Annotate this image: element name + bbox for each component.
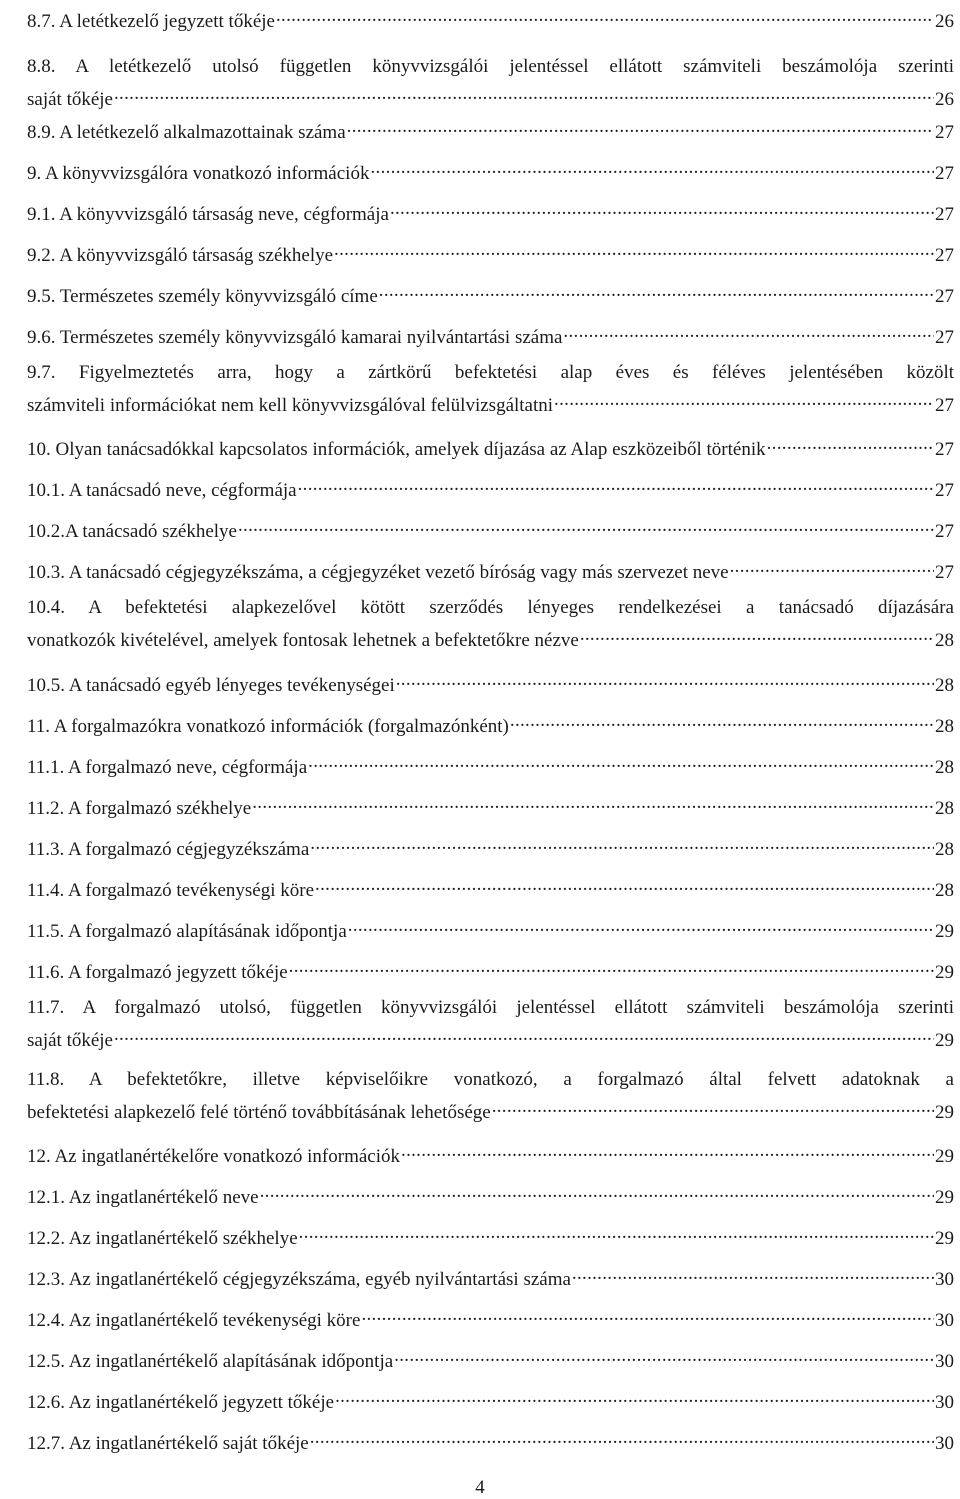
dot-leader	[563, 320, 934, 343]
toc-entry-title: számviteli információkat nem kell könyvvizsgálóval felülvizsgáltatni	[27, 395, 554, 416]
toc-entry-title: 10.3. A tanácsadó cégjegyzékszáma, a cégjegyzéket vezető bíróság vagy más szervezet neve	[27, 562, 729, 583]
toc-entry[interactable]	[27, 555, 954, 583]
toc-entry[interactable]	[27, 197, 954, 225]
toc-entry-title: 12.6. Az ingatlanértékelő jegyzett tőkéje	[27, 1392, 335, 1413]
toc-entry-page: 27	[935, 395, 954, 416]
toc-entry-title: 12.3. Az ingatlanértékelő cégjegyzékszáma, egyéb nyilvántartási száma	[27, 1269, 571, 1290]
toc-entry[interactable]	[27, 1068, 954, 1123]
toc-entry-title: 11. A forgalmazókra vonatkozó információk (forgalmazónként)	[27, 716, 509, 737]
toc-entry-title: 8.7. A letétkezelő jegyzett tőkéje	[27, 11, 275, 32]
toc-entry-title: 10.5. A tanácsadó egyéb lényeges tevékenységei	[27, 675, 395, 696]
toc-entry-title: 11.3. A forgalmazó cégjegyzékszáma	[27, 839, 310, 860]
dot-leader	[370, 156, 934, 179]
toc-entry[interactable]	[27, 596, 954, 651]
toc-entry-title: 10. Olyan tanácsadókkal kapcsolatos információk, amelyek díjazása az Alap eszközeiből történik	[27, 439, 766, 460]
toc-entry-page: 28	[935, 798, 954, 819]
dot-leader	[361, 1303, 934, 1326]
toc-entry-title: 9.7. Figyelmeztetés arra, hogy a zártkörű befektetési alap éves és féléves jelentésében közölt	[27, 362, 954, 383]
dot-leader	[238, 514, 934, 537]
dot-leader	[580, 623, 934, 646]
toc-entry[interactable]	[27, 320, 954, 348]
toc-entry[interactable]	[27, 914, 954, 942]
dot-leader	[114, 1023, 934, 1046]
toc-entry-page: 27	[935, 521, 954, 542]
dot-leader	[289, 955, 934, 978]
dot-leader	[396, 668, 934, 691]
toc-entry-page: 27	[935, 480, 954, 501]
toc-entry[interactable]	[27, 750, 954, 778]
dot-leader	[379, 279, 934, 302]
dot-leader	[334, 238, 934, 261]
dot-leader	[767, 432, 934, 455]
toc-entry[interactable]	[27, 514, 954, 542]
toc-entry[interactable]	[27, 361, 954, 416]
toc-entry-page: 29	[935, 1187, 954, 1208]
toc-entry-page: 27	[935, 327, 954, 348]
dot-leader	[348, 914, 934, 937]
toc-entry-page: 28	[935, 757, 954, 778]
toc-entry[interactable]	[27, 238, 954, 266]
toc-entry[interactable]	[27, 473, 954, 501]
toc-entry-page: 28	[935, 716, 954, 737]
dot-leader	[730, 555, 934, 578]
toc-entry-title: 11.8. A befektetőkre, illetve képviselőikre vonatkozó, a forgalmazó által felvett adatoknak a	[27, 1069, 954, 1090]
toc-entry-title: 11.6. A forgalmazó jegyzett tőkéje	[27, 962, 288, 983]
toc-entry[interactable]	[27, 996, 954, 1051]
toc-entry[interactable]	[27, 955, 954, 983]
toc-entry[interactable]	[27, 432, 954, 460]
toc-entry[interactable]	[27, 1344, 954, 1372]
toc-entry-title: 12.5. Az ingatlanértékelő alapításának időpontja	[27, 1351, 394, 1372]
toc-entry[interactable]	[27, 668, 954, 696]
toc-entry-page: 27	[935, 245, 954, 266]
toc-entry-title: saját tőkéje	[27, 1030, 113, 1051]
dot-leader	[310, 832, 934, 855]
toc-entry-page: 28	[935, 675, 954, 696]
dot-leader	[401, 1139, 934, 1162]
toc-entry[interactable]	[27, 1262, 954, 1290]
toc-entry[interactable]	[27, 1221, 954, 1249]
dot-leader	[299, 1221, 934, 1244]
toc-entry-title: 9.1. A könyvvizsgáló társaság neve, cégformája	[27, 204, 389, 225]
toc-entry-title: 11.2. A forgalmazó székhelye	[27, 798, 252, 819]
toc-entry-page: 27	[935, 122, 954, 143]
dot-leader	[572, 1262, 934, 1285]
toc-entry-title: 9.5. Természetes személy könyvvizsgáló címe	[27, 286, 378, 307]
toc-entry[interactable]	[27, 791, 954, 819]
toc-entry-page: 30	[935, 1351, 954, 1372]
toc-entry[interactable]	[27, 1180, 954, 1208]
dot-leader	[347, 115, 934, 138]
toc-entry[interactable]	[27, 156, 954, 184]
dot-leader	[310, 1426, 934, 1449]
toc-entry-title: 12. Az ingatlanértékelőre vonatkozó információk	[27, 1146, 401, 1167]
toc-entry-title: befektetési alapkezelő felé történő továbbításának lehetősége	[27, 1102, 491, 1123]
toc-entry-page: 29	[935, 1228, 954, 1249]
toc-entry-page: 29	[935, 962, 954, 983]
toc-entry-page: 30	[935, 1433, 954, 1454]
toc-entry-page: 26	[935, 11, 954, 32]
toc-entry[interactable]	[27, 4, 954, 32]
toc-entry-title: vonatkozók kivételével, amelyek fontosak lehetnek a befektetőkre nézve	[27, 630, 579, 651]
toc-entry-title: 10.1. A tanácsadó neve, cégformája	[27, 480, 297, 501]
toc-entry[interactable]	[27, 115, 954, 143]
toc-entry-title: 11.4. A forgalmazó tevékenységi köre	[27, 880, 315, 901]
toc-entry-page: 27	[935, 439, 954, 460]
toc-entry-page: 30	[935, 1310, 954, 1331]
dot-leader	[390, 197, 934, 220]
toc-entry-page: 28	[935, 880, 954, 901]
toc-entry-page: 27	[935, 163, 954, 184]
toc-entry-title: 12.2. Az ingatlanértékelő székhelye	[27, 1228, 298, 1249]
toc-entry-title: 10.4. A befektetési alapkezelővel kötött szerződés lényeges rendelkezései a tanácsadó díjazására	[27, 597, 954, 618]
dot-leader	[298, 473, 934, 496]
toc-entry-page: 29	[935, 1030, 954, 1051]
toc-entry[interactable]	[27, 832, 954, 860]
toc-entry-title: 12.7. Az ingatlanértékelő saját tőkéje	[27, 1433, 309, 1454]
toc-entry[interactable]	[27, 279, 954, 307]
dot-leader	[276, 4, 934, 27]
toc-entry-page: 28	[935, 839, 954, 860]
dot-leader	[114, 82, 934, 105]
dot-leader	[308, 750, 934, 773]
toc-entry-title: saját tőkéje	[27, 89, 113, 110]
toc-entry-title: 9.6. Természetes személy könyvvizsgáló kamarai nyilvántartási száma	[27, 327, 563, 348]
dot-leader	[510, 709, 934, 732]
toc-entry-page: 28	[935, 630, 954, 651]
dot-leader	[252, 791, 934, 814]
toc-entry-page: 27	[935, 286, 954, 307]
toc-entry-title: 8.8. A letétkezelő utolsó független könyvvizsgálói jelentéssel ellátott számviteli beszámolója szerinti	[27, 56, 954, 77]
toc-entry-title: 10.2.A tanácsadó székhelye	[27, 521, 237, 542]
toc-entry-title: 11.7. A forgalmazó utolsó, független könyvvizsgálói jelentéssel ellátott számviteli beszámolója szerinti	[27, 997, 954, 1018]
toc-entry-page: 29	[935, 1146, 954, 1167]
toc-entry-page: 27	[935, 204, 954, 225]
toc-entry[interactable]	[27, 709, 954, 737]
toc-entry[interactable]	[27, 1303, 954, 1331]
toc-entry-page: 30	[935, 1392, 954, 1413]
toc-entry-title: 11.1. A forgalmazó neve, cégformája	[27, 757, 308, 778]
page-number: 4	[475, 1477, 485, 1498]
toc-entry-page: 29	[935, 921, 954, 942]
dot-leader	[315, 873, 934, 896]
toc-entry-page: 27	[935, 562, 954, 583]
toc-entry-title: 12.4. Az ingatlanértékelő tevékenységi köre	[27, 1310, 361, 1331]
dot-leader	[260, 1180, 934, 1203]
toc-entry[interactable]	[27, 1426, 954, 1454]
toc-entry-title: 9.2. A könyvvizsgáló társaság székhelye	[27, 245, 334, 266]
toc-entry[interactable]	[27, 1139, 954, 1167]
toc-entry-title: 9. A könyvvizsgálóra vonatkozó információk	[27, 163, 370, 184]
toc-entry[interactable]	[27, 55, 954, 110]
toc-entry-page: 30	[935, 1269, 954, 1290]
dot-leader	[554, 388, 934, 411]
dot-leader	[492, 1095, 934, 1118]
toc-entry-title: 12.1. Az ingatlanértékelő neve	[27, 1187, 259, 1208]
toc-entry-page: 26	[935, 89, 954, 110]
toc-entry[interactable]	[27, 1385, 954, 1413]
dot-leader	[335, 1385, 934, 1408]
toc-entry-page: 29	[935, 1102, 954, 1123]
toc-entry-title: 11.5. A forgalmazó alapításának időpontja	[27, 921, 347, 942]
dot-leader	[394, 1344, 934, 1367]
toc-entry[interactable]	[27, 873, 954, 901]
toc-entry-title: 8.9. A letétkezelő alkalmazottainak száma	[27, 122, 346, 143]
